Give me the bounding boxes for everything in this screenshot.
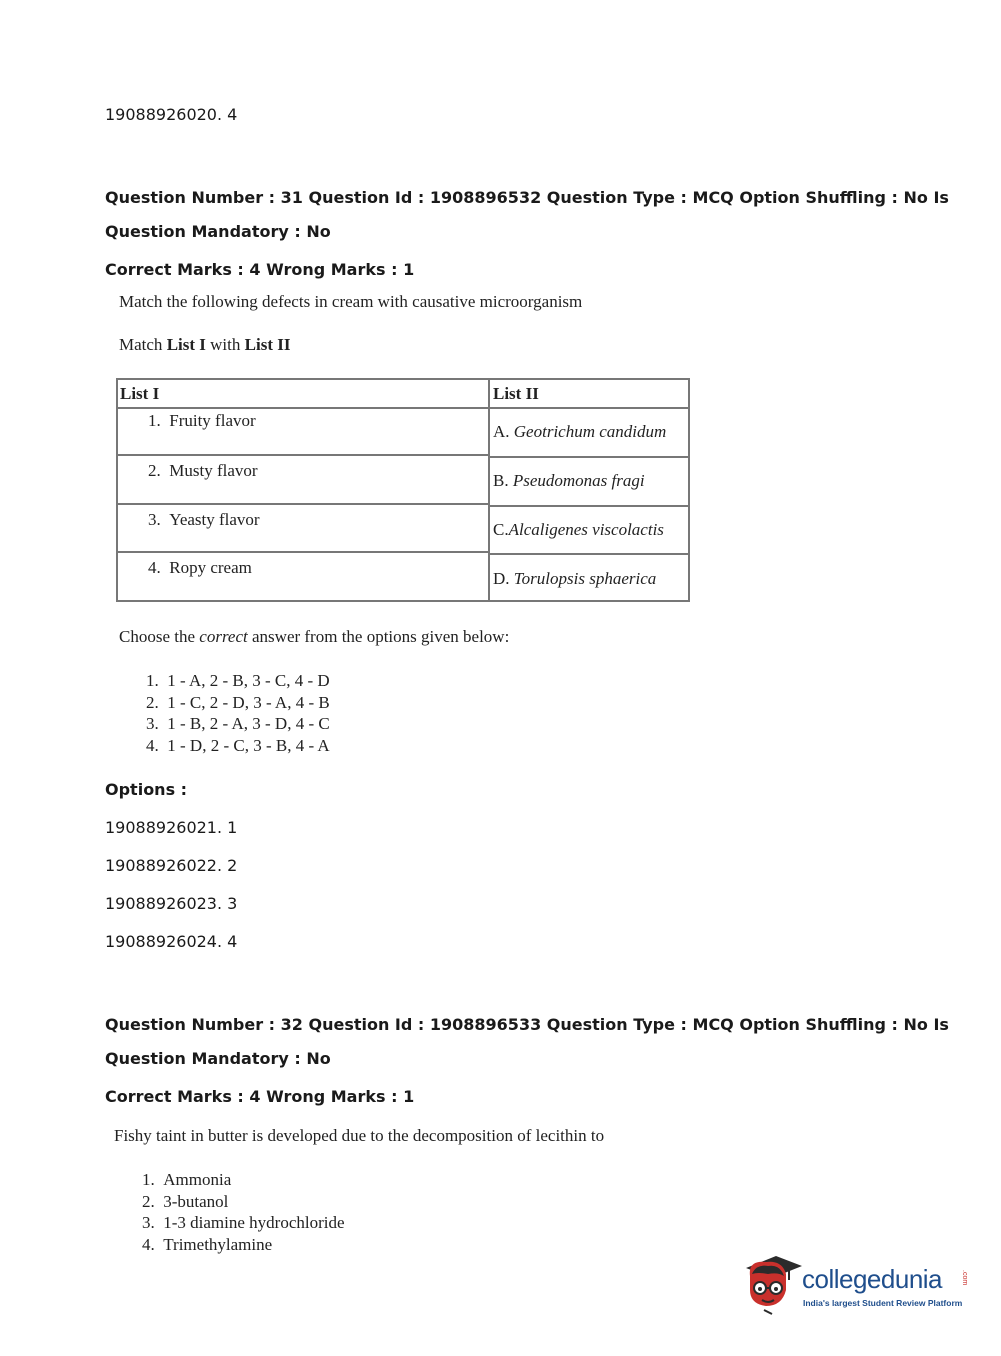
q31-option-1: 19088926021. 1: [105, 818, 238, 837]
match-with: with: [205, 335, 245, 354]
q31-choices-list: [146, 670, 330, 756]
previous-answer-option: 19088926020. 4: [105, 105, 238, 124]
list1-row4: 4. Ropy cream: [148, 558, 252, 577]
q31-option-2: 19088926022. 2: [105, 856, 238, 875]
list1-row3: 3. Yeasty flavor: [148, 510, 260, 529]
q32-choice-3: 3. 1-3 diamine hydrochloride: [142, 1213, 345, 1232]
list2-row4: D. Torulopsis sphaerica: [493, 569, 657, 588]
q32-stem: Fishy taint in butter is developed due to the decomposition of lecithin to: [114, 1126, 605, 1145]
list1-row1: 1. Fruity flavor: [148, 411, 256, 430]
list1-row2: 2. Musty flavor: [148, 461, 258, 480]
q31-choice-1: 1. 1 - A, 2 - B, 3 - C, 4 - D: [146, 671, 330, 690]
list2-header: List II: [493, 384, 539, 403]
q31-choice-4: 4. 1 - D, 2 - C, 3 - B, 4 - A: [146, 735, 330, 755]
match-list2: List II: [244, 335, 291, 354]
q32-marks: Correct Marks : 4 Wrong Marks : 1: [105, 1087, 415, 1106]
match-prefix: Match: [119, 335, 167, 354]
q31-options-label: Options :: [105, 780, 188, 799]
q31-choose-instruction: Choose the correct answer from the options given below:: [119, 627, 510, 646]
q31-choice-3: 3. 1 - B, 2 - A, 3 - D, 4 - C: [146, 714, 330, 733]
q31-stem: Match the following defects in cream with causative microorganism: [119, 292, 583, 311]
q32-choice-2: 2. 3-butanol: [142, 1191, 229, 1211]
q32-header-line1: Question Number : 32 Question Id : 1908896533 Question Type : MCQ Option Shuffling : No Is: [105, 1015, 949, 1034]
match-list1: List I: [166, 335, 206, 354]
q31-match-instruction: [119, 335, 290, 355]
q31-header-line1: Question Number : 31 Question Id : 1908896532 Question Type : MCQ Option Shuffling : No Is: [105, 188, 949, 207]
q31-choice-2: 2. 1 - C, 2 - D, 3 - A, 4 - B: [146, 692, 330, 712]
list2-row3: C.Alcaligenes viscolactis: [493, 520, 664, 539]
collegedunia-logo: [742, 1250, 982, 1320]
q32-choices-list: [142, 1169, 345, 1255]
list1-header: List I: [120, 384, 160, 403]
q32-choice-1: 1. Ammonia: [142, 1170, 232, 1189]
q31-marks: Correct Marks : 4 Wrong Marks : 1: [105, 260, 415, 279]
q31-header-line2: Question Mandatory : No: [105, 222, 331, 241]
logo-suffix: .com: [961, 1270, 968, 1286]
list2-row2: B. Pseudomonas fragi: [493, 471, 645, 490]
q31-option-3: 19088926023. 3: [105, 894, 238, 913]
q31-option-4: 19088926024. 4: [105, 932, 238, 951]
mascot-icon: [742, 1250, 802, 1316]
q32-choice-4: 4. Trimethylamine: [142, 1234, 273, 1254]
logo-name: collegedunia: [802, 1264, 943, 1294]
logo-tagline: India's largest Student Review Platform: [803, 1298, 963, 1308]
q32-header-line2: Question Mandatory : No: [105, 1049, 331, 1068]
match-table: [116, 378, 690, 602]
list2-row1: A. Geotrichum candidum: [493, 422, 667, 441]
